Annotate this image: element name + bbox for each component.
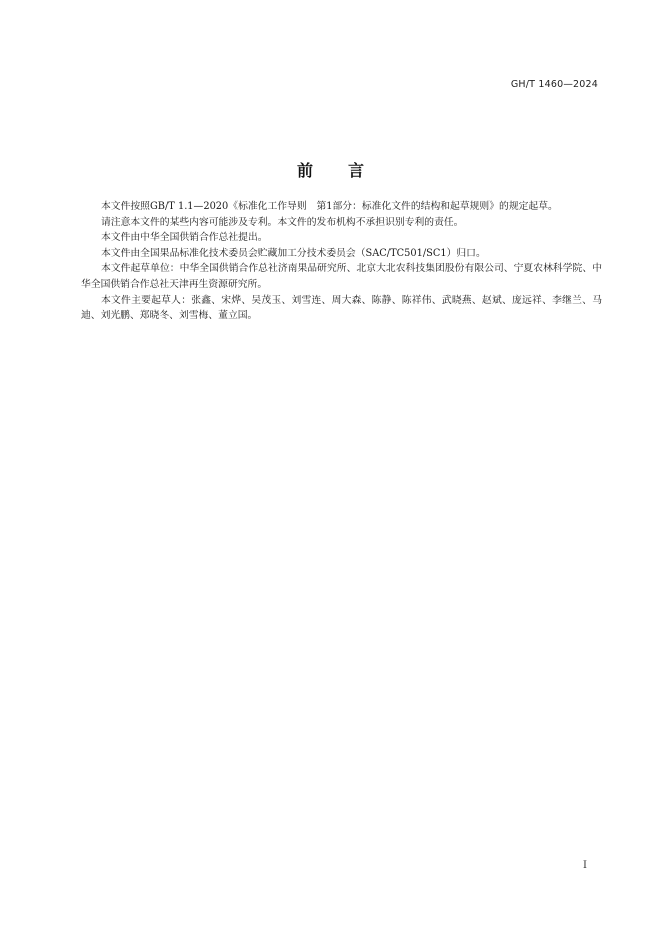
paragraph-drafters: 本文件主要起草人：张鑫、宋烨、吴茂玉、刘雪连、周大森、陈静、陈祥伟、武晓燕、赵斌、庞远祥、李继兰、马迪、刘光鹏、郑晓冬、刘雪梅、董立国。 xyxy=(81,294,602,322)
page-number: I xyxy=(583,860,587,871)
foreword-body xyxy=(81,199,602,324)
paragraph-technical-committee: 本文件由全国果品标准化技术委员会贮藏加工分技术委员会（SAC/TC501/SC1）归口。 xyxy=(101,247,486,259)
document-code: GH/T 1460—2024 xyxy=(510,79,598,90)
paragraph-proposer: 本文件由中华全国供销合作总社提出。 xyxy=(101,232,268,244)
title-char-1: 前 xyxy=(296,161,314,180)
page-title xyxy=(0,158,662,181)
paragraph-drafting-organizations: 本文件起草单位：中华全国供销合作总社济南果品研究所、北京大北农科技集团股份有限公司、宁夏农林科学院、中华全国供销合作总社天津再生资源研究所。 xyxy=(81,263,602,290)
paragraph-patent-notice: 请注意本文件的某些内容可能涉及专利。本文件的发布机构不承担识别专利的责任。 xyxy=(101,216,464,228)
paragraph-drafting-rules: 本文件按照GB/T 1.1—2020《标准化工作导则 第1部分：标准化文件的结构和起草规则》的规定起草。 xyxy=(101,201,558,212)
title-char-2: 言 xyxy=(348,161,366,180)
